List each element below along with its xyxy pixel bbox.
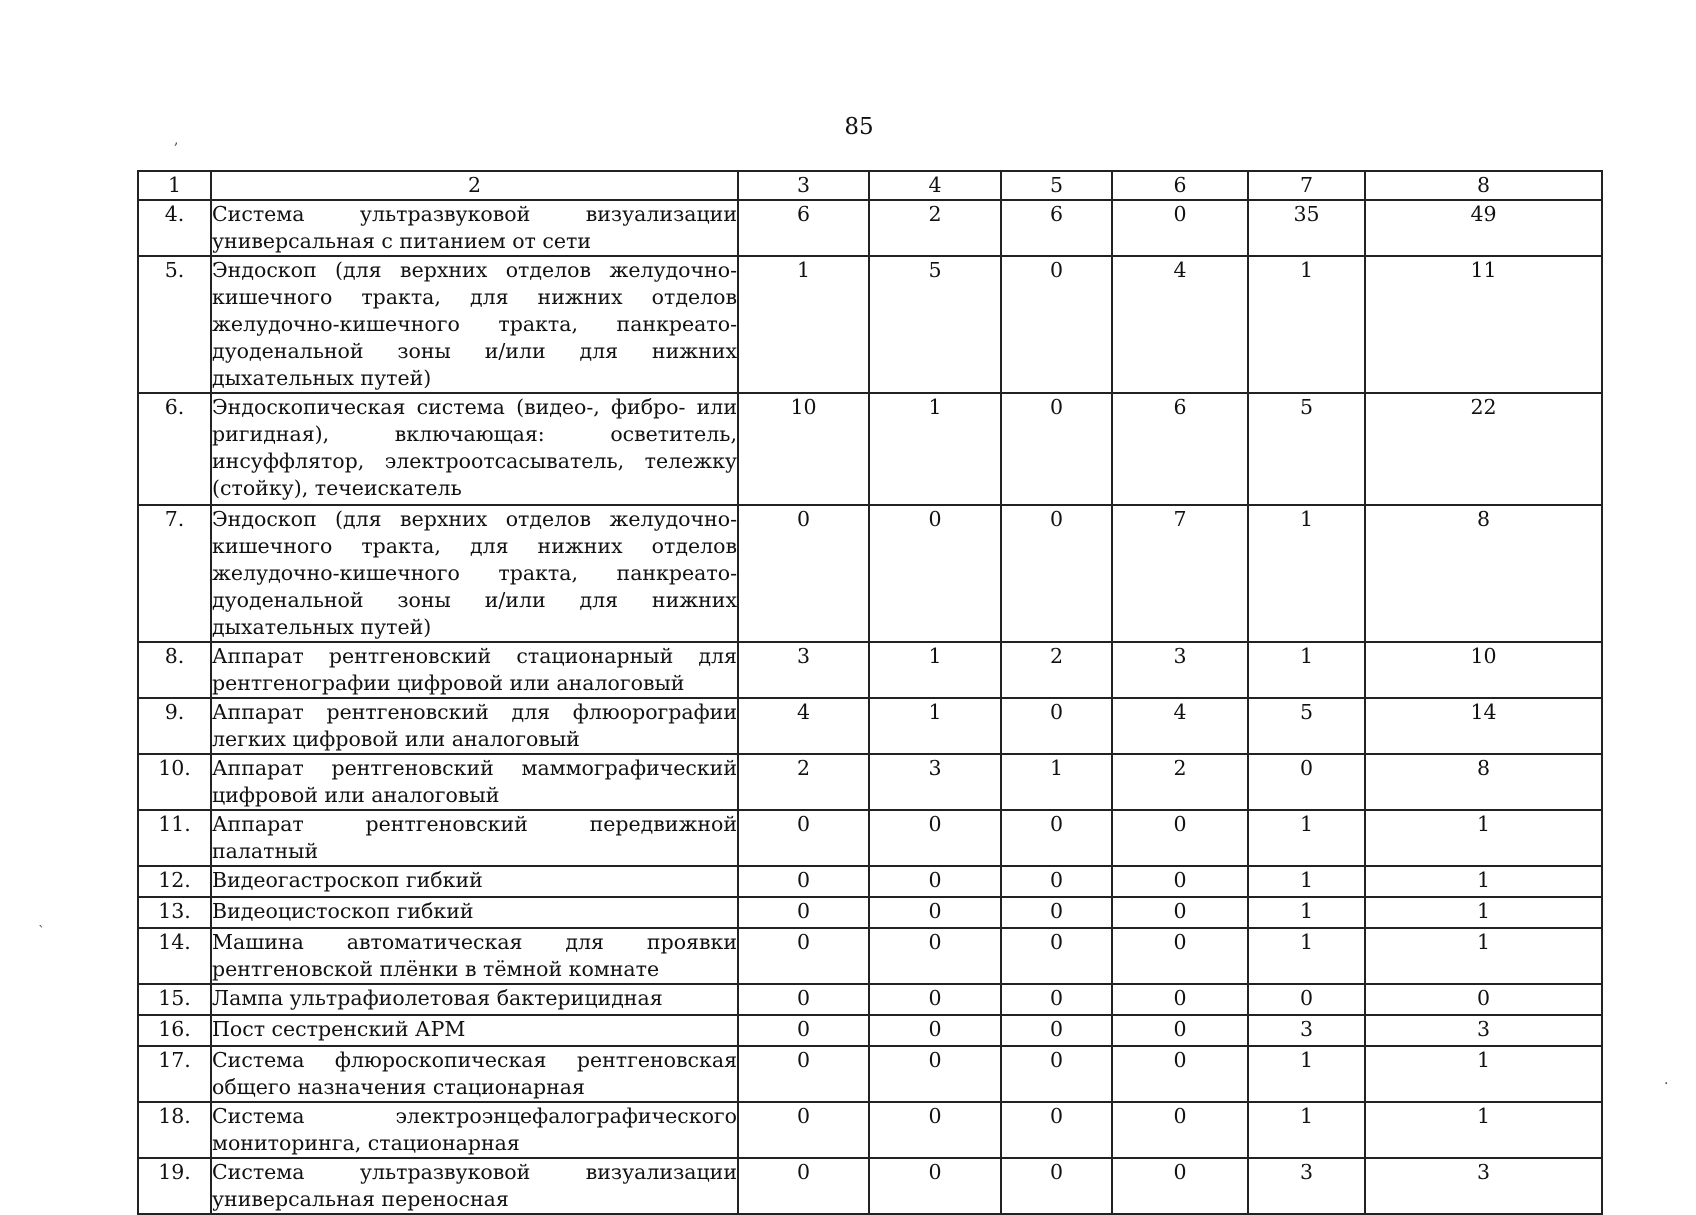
value-cell-col-5: 0: [1001, 897, 1112, 928]
table-row: [138, 866, 1602, 897]
value-cell-col-3: 0: [738, 1158, 869, 1214]
value-cell-col-4: 0: [869, 505, 1001, 642]
value-cell-col-6: 0: [1112, 1015, 1248, 1046]
value-cell-col-6: 7: [1112, 505, 1248, 642]
equipment-name-cell: Аппарат рентгеновский маммографический цифровой или аналоговый: [211, 754, 738, 810]
value-cell-col-8: 8: [1365, 754, 1602, 810]
equipment-table: [137, 170, 1603, 1215]
value-cell-col-4: 0: [869, 984, 1001, 1015]
table-row: [138, 1102, 1602, 1158]
column-header: 2: [211, 171, 738, 200]
table-row: [138, 642, 1602, 698]
column-header: 4: [869, 171, 1001, 200]
table-row: [138, 1015, 1602, 1046]
value-cell-col-8: 11: [1365, 256, 1602, 393]
value-cell-col-8: 10: [1365, 642, 1602, 698]
table-row: [138, 928, 1602, 984]
value-cell-col-7: 3: [1248, 1158, 1365, 1214]
value-cell-col-5: 0: [1001, 698, 1112, 754]
value-cell-col-3: 0: [738, 1102, 869, 1158]
value-cell-col-3: 10: [738, 393, 869, 505]
equipment-name-cell: Видеогастроскоп гибкий: [211, 866, 738, 897]
value-cell-col-3: 0: [738, 810, 869, 866]
value-cell-col-7: 1: [1248, 256, 1365, 393]
value-cell-col-6: 0: [1112, 200, 1248, 256]
value-cell-col-5: 0: [1001, 1046, 1112, 1102]
value-cell-col-5: 0: [1001, 1102, 1112, 1158]
column-header: 1: [138, 171, 211, 200]
value-cell-col-6: 0: [1112, 1102, 1248, 1158]
value-cell-col-8: 1: [1365, 810, 1602, 866]
value-cell-col-7: 1: [1248, 505, 1365, 642]
value-cell-col-6: 2: [1112, 754, 1248, 810]
value-cell-col-4: 1: [869, 698, 1001, 754]
table-row: [138, 505, 1602, 642]
value-cell-col-3: 4: [738, 698, 869, 754]
value-cell-col-4: 0: [869, 1015, 1001, 1046]
scan-speck: .: [1664, 1072, 1669, 1088]
value-cell-col-6: 0: [1112, 866, 1248, 897]
value-cell-col-5: 0: [1001, 256, 1112, 393]
column-header: 8: [1365, 171, 1602, 200]
value-cell-col-4: 0: [869, 1046, 1001, 1102]
row-number-cell: 7.: [138, 505, 211, 642]
row-number-cell: 17.: [138, 1046, 211, 1102]
value-cell-col-7: 35: [1248, 200, 1365, 256]
value-cell-col-6: 0: [1112, 984, 1248, 1015]
value-cell-col-3: 0: [738, 1046, 869, 1102]
row-number-cell: 6.: [138, 393, 211, 505]
value-cell-col-8: 1: [1365, 1102, 1602, 1158]
scan-speck: `: [38, 924, 45, 940]
value-cell-col-8: 1: [1365, 1046, 1602, 1102]
value-cell-col-4: 0: [869, 1158, 1001, 1214]
value-cell-col-8: 14: [1365, 698, 1602, 754]
value-cell-col-8: 22: [1365, 393, 1602, 505]
table-row: [138, 897, 1602, 928]
equipment-name-cell: Система флюроскопическая рентгеновская общего назначения стационарная: [211, 1046, 738, 1102]
value-cell-col-3: 0: [738, 928, 869, 984]
value-cell-col-7: 1: [1248, 866, 1365, 897]
row-number-cell: 4.: [138, 200, 211, 256]
equipment-name-cell: Аппарат рентгеновский стационарный для рентгенографии цифровой или аналоговый: [211, 642, 738, 698]
column-header: 7: [1248, 171, 1365, 200]
value-cell-col-8: 3: [1365, 1158, 1602, 1214]
page-number: 85: [844, 114, 874, 140]
table-row: [138, 754, 1602, 810]
row-number-cell: 10.: [138, 754, 211, 810]
value-cell-col-5: 6: [1001, 200, 1112, 256]
value-cell-col-8: 1: [1365, 897, 1602, 928]
value-cell-col-4: 1: [869, 393, 1001, 505]
value-cell-col-7: 5: [1248, 393, 1365, 505]
equipment-name-cell: Аппарат рентгеновский для флюорографии легких цифровой или аналоговый: [211, 698, 738, 754]
value-cell-col-6: 0: [1112, 810, 1248, 866]
row-number-cell: 11.: [138, 810, 211, 866]
equipment-name-cell: Машина автоматическая для проявки рентгеновской плёнки в тёмной комнате: [211, 928, 738, 984]
row-number-cell: 18.: [138, 1102, 211, 1158]
value-cell-col-3: 0: [738, 984, 869, 1015]
row-number-cell: 9.: [138, 698, 211, 754]
table-row: [138, 1158, 1602, 1214]
table-row: [138, 256, 1602, 393]
equipment-name-cell: Лампа ультрафиолетовая бактерицидная: [211, 984, 738, 1015]
value-cell-col-3: 0: [738, 897, 869, 928]
value-cell-col-4: 1: [869, 642, 1001, 698]
value-cell-col-6: 0: [1112, 1158, 1248, 1214]
table-row: [138, 698, 1602, 754]
row-number-cell: 14.: [138, 928, 211, 984]
row-number-cell: 16.: [138, 1015, 211, 1046]
column-header: 3: [738, 171, 869, 200]
equipment-name-cell: Система ультразвуковой визуализации универсальная с питанием от сети: [211, 200, 738, 256]
value-cell-col-5: 2: [1001, 642, 1112, 698]
value-cell-col-7: 0: [1248, 754, 1365, 810]
value-cell-col-7: 1: [1248, 1102, 1365, 1158]
value-cell-col-3: 0: [738, 866, 869, 897]
header-row: [138, 171, 1602, 200]
value-cell-col-5: 1: [1001, 754, 1112, 810]
value-cell-col-7: 3: [1248, 1015, 1365, 1046]
table-row: [138, 393, 1602, 505]
value-cell-col-3: 6: [738, 200, 869, 256]
value-cell-col-5: 0: [1001, 984, 1112, 1015]
equipment-name-cell: Система электроэнцефалографического мониторинга, стационарная: [211, 1102, 738, 1158]
value-cell-col-8: 8: [1365, 505, 1602, 642]
value-cell-col-4: 0: [869, 928, 1001, 984]
value-cell-col-5: 0: [1001, 1158, 1112, 1214]
value-cell-col-5: 0: [1001, 928, 1112, 984]
row-number-cell: 8.: [138, 642, 211, 698]
value-cell-col-6: 6: [1112, 393, 1248, 505]
table-row: [138, 1046, 1602, 1102]
column-header: 6: [1112, 171, 1248, 200]
equipment-name-cell: Эндоскопическая система (видео-, фибро- или ригидная), включающая: осветитель, инсуффлятор, электроотсасыватель, тележку (стойку), течеискатель: [211, 393, 738, 505]
value-cell-col-6: 0: [1112, 1046, 1248, 1102]
column-header: 5: [1001, 171, 1112, 200]
value-cell-col-6: 4: [1112, 698, 1248, 754]
value-cell-col-4: 0: [869, 866, 1001, 897]
value-cell-col-7: 1: [1248, 1046, 1365, 1102]
value-cell-col-8: 0: [1365, 984, 1602, 1015]
row-number-cell: 12.: [138, 866, 211, 897]
value-cell-col-7: 0: [1248, 984, 1365, 1015]
equipment-name-cell: Эндоскоп (для верхних отделов желудочно-кишечного тракта, для нижних отделов желудочно-кишечного тракта, панкреато-дуоденальной зоны и/или для нижних дыхательных путей): [211, 505, 738, 642]
row-number-cell: 19.: [138, 1158, 211, 1214]
table-row: [138, 810, 1602, 866]
equipment-name-cell: Система ультразвуковой визуализации универсальная переносная: [211, 1158, 738, 1214]
value-cell-col-6: 4: [1112, 256, 1248, 393]
value-cell-col-4: 3: [869, 754, 1001, 810]
value-cell-col-7: 1: [1248, 928, 1365, 984]
equipment-name-cell: Эндоскоп (для верхних отделов желудочно-кишечного тракта, для нижних отделов желудочно-кишечного тракта, панкреато-дуоденальной зоны и/или для нижних дыхательных путей): [211, 256, 738, 393]
value-cell-col-5: 0: [1001, 866, 1112, 897]
value-cell-col-6: 0: [1112, 897, 1248, 928]
equipment-name-cell: Пост сестренский АРМ: [211, 1015, 738, 1046]
equipment-name-cell: Аппарат рентгеновский передвижной палатный: [211, 810, 738, 866]
value-cell-col-7: 5: [1248, 698, 1365, 754]
value-cell-col-4: 5: [869, 256, 1001, 393]
row-number-cell: 13.: [138, 897, 211, 928]
table-row: [138, 984, 1602, 1015]
row-number-cell: 5.: [138, 256, 211, 393]
value-cell-col-3: 1: [738, 256, 869, 393]
value-cell-col-8: 1: [1365, 866, 1602, 897]
value-cell-col-5: 0: [1001, 810, 1112, 866]
value-cell-col-7: 1: [1248, 810, 1365, 866]
row-number-cell: 15.: [138, 984, 211, 1015]
value-cell-col-5: 0: [1001, 1015, 1112, 1046]
value-cell-col-4: 0: [869, 810, 1001, 866]
value-cell-col-3: 3: [738, 642, 869, 698]
value-cell-col-6: 3: [1112, 642, 1248, 698]
scan-speck: ,: [174, 132, 179, 148]
value-cell-col-4: 0: [869, 1102, 1001, 1158]
value-cell-col-5: 0: [1001, 393, 1112, 505]
table-row: [138, 200, 1602, 256]
value-cell-col-6: 0: [1112, 928, 1248, 984]
value-cell-col-3: 0: [738, 505, 869, 642]
value-cell-col-4: 0: [869, 897, 1001, 928]
equipment-name-cell: Видеоцистоскоп гибкий: [211, 897, 738, 928]
value-cell-col-8: 49: [1365, 200, 1602, 256]
value-cell-col-3: 0: [738, 1015, 869, 1046]
value-cell-col-3: 2: [738, 754, 869, 810]
value-cell-col-4: 2: [869, 200, 1001, 256]
value-cell-col-7: 1: [1248, 642, 1365, 698]
value-cell-col-7: 1: [1248, 897, 1365, 928]
value-cell-col-5: 0: [1001, 505, 1112, 642]
value-cell-col-8: 3: [1365, 1015, 1602, 1046]
value-cell-col-8: 1: [1365, 928, 1602, 984]
